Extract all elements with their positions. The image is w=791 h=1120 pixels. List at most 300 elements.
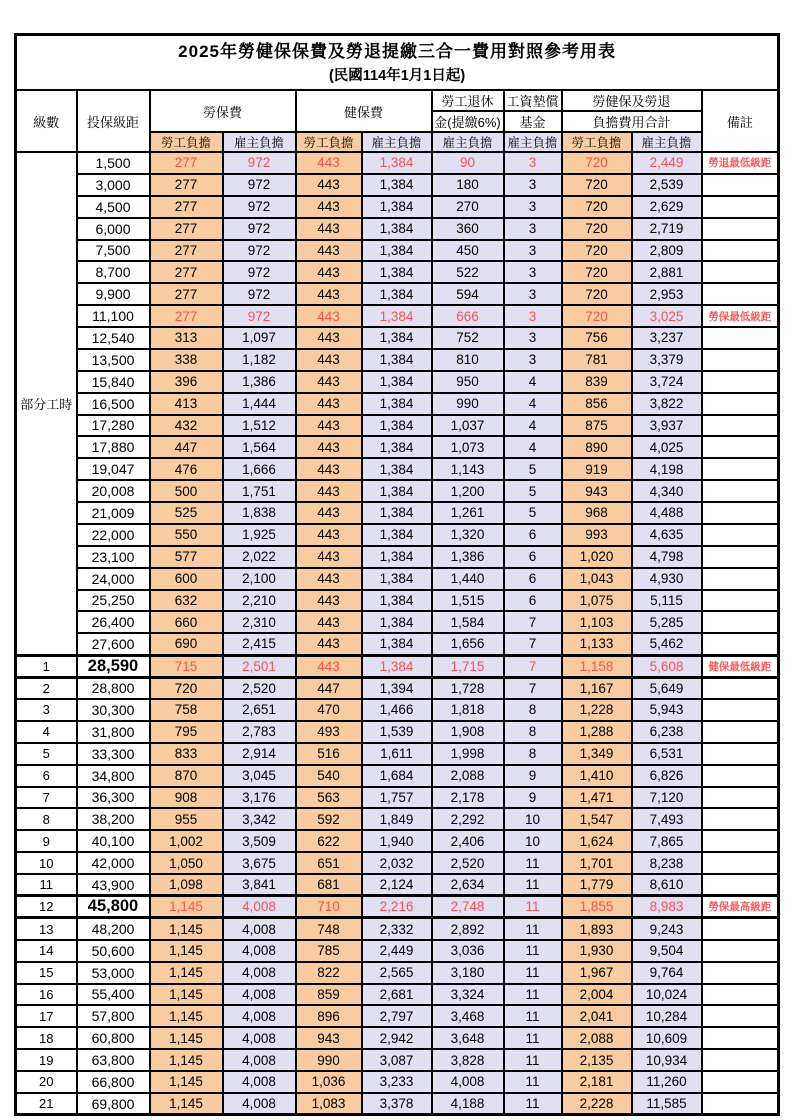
bracket-cell: 8,700: [77, 261, 150, 283]
labor-fee-employer-cell: 972: [223, 196, 296, 218]
note-cell: [702, 984, 779, 1006]
wage-fund-employer-cell: 8: [504, 721, 562, 743]
total-employer-cell: 2,809: [632, 240, 702, 262]
wage-fund-employer-cell: 3: [504, 152, 562, 174]
table-row: [16, 1027, 779, 1049]
health-fee-employee-cell: 443: [296, 305, 362, 327]
health-fee-employee-cell: 681: [296, 874, 362, 896]
labor-fee-employee-cell: 277: [150, 283, 223, 305]
total-employer-cell: 2,881: [632, 261, 702, 283]
total-employee-cell: 1,288: [562, 721, 632, 743]
subheader-health-employer: 雇主負擔: [362, 132, 432, 152]
note-cell: [702, 218, 779, 240]
wage-fund-employer-cell: 5: [504, 458, 562, 480]
labor-fee-employee-cell: 277: [150, 218, 223, 240]
bracket-cell: 20,008: [77, 480, 150, 502]
pension-employer-cell: 3,468: [432, 1005, 504, 1027]
bracket-cell: 16,500: [77, 393, 150, 415]
health-fee-employee-cell: 443: [296, 393, 362, 415]
pension-employer-cell: 90: [432, 152, 504, 174]
labor-fee-employee-cell: 432: [150, 415, 223, 437]
labor-fee-employer-cell: 4,008: [223, 940, 296, 962]
labor-fee-employer-cell: 4,008: [223, 1027, 296, 1049]
total-employee-cell: 1,471: [562, 787, 632, 809]
wage-fund-employer-cell: 3: [504, 349, 562, 371]
total-employer-cell: 5,943: [632, 699, 702, 721]
total-employer-cell: 3,724: [632, 371, 702, 393]
wage-fund-employer-cell: 10: [504, 808, 562, 830]
wage-fund-employer-cell: 11: [504, 896, 562, 918]
health-fee-employee-cell: 592: [296, 808, 362, 830]
total-employee-cell: 1,167: [562, 677, 632, 699]
wage-fund-employer-cell: 8: [504, 743, 562, 765]
subheader-fund-employer: 雇主負擔: [504, 132, 562, 152]
wage-fund-employer-cell: 11: [504, 1071, 562, 1093]
bracket-cell: 12,540: [77, 327, 150, 349]
table-row: [16, 1071, 779, 1093]
labor-fee-employer-cell: 1,925: [223, 524, 296, 546]
wage-fund-employer-cell: 4: [504, 393, 562, 415]
pension-employer-cell: 1,998: [432, 743, 504, 765]
health-fee-employer-cell: 1,384: [362, 502, 432, 524]
health-fee-employee-cell: 470: [296, 699, 362, 721]
total-employer-cell: 9,504: [632, 940, 702, 962]
total-employer-cell: 3,937: [632, 415, 702, 437]
wage-fund-employer-cell: 11: [504, 1027, 562, 1049]
header-note: 備註: [702, 90, 779, 152]
total-employee-cell: 2,228: [562, 1093, 632, 1115]
header-bracket: 投保級距: [77, 90, 150, 152]
labor-fee-employer-cell: 1,751: [223, 480, 296, 502]
bracket-cell: 4,500: [77, 196, 150, 218]
page-title: 2025年勞健保保費及勞退提繳三合一費用對照參考用表: [178, 42, 616, 61]
labor-fee-employee-cell: 476: [150, 458, 223, 480]
health-fee-employee-cell: 443: [296, 546, 362, 568]
health-fee-employer-cell: 1,384: [362, 305, 432, 327]
health-fee-employee-cell: 443: [296, 327, 362, 349]
pension-employer-cell: 4,188: [432, 1093, 504, 1115]
health-fee-employee-cell: 443: [296, 458, 362, 480]
total-employer-cell: 4,930: [632, 568, 702, 590]
health-fee-employer-cell: 1,384: [362, 327, 432, 349]
bracket-cell: 6,000: [77, 218, 150, 240]
pension-employer-cell: 2,634: [432, 874, 504, 896]
total-employee-cell: 1,410: [562, 765, 632, 787]
labor-fee-employer-cell: 4,008: [223, 962, 296, 984]
table-row: [16, 787, 779, 809]
labor-fee-employee-cell: 277: [150, 261, 223, 283]
total-employer-cell: 4,635: [632, 524, 702, 546]
total-employee-cell: 2,004: [562, 984, 632, 1006]
subheader-pension-employer: 雇主負擔: [432, 132, 504, 152]
note-cell: [702, 940, 779, 962]
health-fee-employee-cell: 443: [296, 436, 362, 458]
pension-employer-cell: 1,261: [432, 502, 504, 524]
labor-fee-employer-cell: 3,841: [223, 874, 296, 896]
total-employee-cell: 720: [562, 174, 632, 196]
labor-fee-employer-cell: 2,100: [223, 568, 296, 590]
wage-fund-employer-cell: 7: [504, 655, 562, 677]
table-row: [16, 677, 779, 699]
labor-fee-employee-cell: 955: [150, 808, 223, 830]
labor-fee-employee-cell: 715: [150, 655, 223, 677]
labor-fee-employee-cell: 313: [150, 327, 223, 349]
health-fee-employee-cell: 493: [296, 721, 362, 743]
labor-fee-employer-cell: 2,022: [223, 546, 296, 568]
bracket-cell: 24,000: [77, 568, 150, 590]
wage-fund-employer-cell: 9: [504, 787, 562, 809]
labor-fee-employer-cell: 972: [223, 305, 296, 327]
wage-fund-employer-cell: 11: [504, 984, 562, 1006]
level-cell: 2: [16, 677, 77, 699]
pension-employer-cell: 2,088: [432, 765, 504, 787]
labor-fee-employee-cell: 1,145: [150, 1005, 223, 1027]
pension-employer-cell: 3,036: [432, 940, 504, 962]
health-fee-employer-cell: 1,384: [362, 283, 432, 305]
note-cell: 勞保最高級距: [702, 896, 779, 918]
labor-fee-employer-cell: 3,176: [223, 787, 296, 809]
labor-fee-employer-cell: 4,008: [223, 1049, 296, 1071]
labor-fee-employee-cell: 833: [150, 743, 223, 765]
total-employee-cell: 1,893: [562, 918, 632, 940]
wage-fund-employer-cell: 5: [504, 502, 562, 524]
total-employer-cell: 10,024: [632, 984, 702, 1006]
table-row: [16, 808, 779, 830]
pension-employer-cell: 950: [432, 371, 504, 393]
pension-employer-cell: 594: [432, 283, 504, 305]
health-fee-employee-cell: 443: [296, 218, 362, 240]
note-cell: [702, 874, 779, 896]
table-row: [16, 699, 779, 721]
table-row: [16, 611, 779, 633]
bracket-cell: 43,900: [77, 874, 150, 896]
health-fee-employee-cell: 443: [296, 371, 362, 393]
health-fee-employee-cell: 443: [296, 349, 362, 371]
labor-fee-employer-cell: 972: [223, 152, 296, 174]
pension-employer-cell: 4,008: [432, 1071, 504, 1093]
bracket-cell: 25,250: [77, 590, 150, 612]
labor-fee-employee-cell: 277: [150, 196, 223, 218]
health-fee-employee-cell: 443: [296, 261, 362, 283]
pension-employer-cell: 1,656: [432, 633, 504, 655]
table-row: [16, 568, 779, 590]
health-fee-employer-cell: 2,332: [362, 918, 432, 940]
health-fee-employer-cell: 1,384: [362, 371, 432, 393]
labor-fee-employee-cell: 600: [150, 568, 223, 590]
table-row: [16, 655, 779, 677]
table-row: [16, 896, 779, 918]
total-employer-cell: 2,953: [632, 283, 702, 305]
note-cell: [702, 743, 779, 765]
table-row: [16, 174, 779, 196]
level-cell: 16: [16, 984, 77, 1006]
health-fee-employer-cell: 1,684: [362, 765, 432, 787]
wage-fund-employer-cell: 11: [504, 874, 562, 896]
total-employee-cell: 1,624: [562, 830, 632, 852]
note-cell: [702, 480, 779, 502]
note-cell: 勞退最低級距: [702, 152, 779, 174]
wage-fund-employer-cell: 3: [504, 218, 562, 240]
labor-fee-employer-cell: 2,210: [223, 590, 296, 612]
bracket-cell: 3,000: [77, 174, 150, 196]
note-cell: [702, 721, 779, 743]
bracket-cell: 17,880: [77, 436, 150, 458]
pension-employer-cell: 2,520: [432, 852, 504, 874]
labor-fee-employee-cell: 277: [150, 305, 223, 327]
labor-fee-employee-cell: 1,050: [150, 852, 223, 874]
total-employer-cell: 5,462: [632, 633, 702, 655]
pension-employer-cell: 810: [432, 349, 504, 371]
pension-employer-cell: 1,715: [432, 655, 504, 677]
wage-fund-employer-cell: 11: [504, 1005, 562, 1027]
bracket-cell: 45,800: [77, 896, 150, 918]
wage-fund-employer-cell: 6: [504, 524, 562, 546]
wage-fund-employer-cell: 11: [504, 1049, 562, 1071]
health-fee-employer-cell: 2,797: [362, 1005, 432, 1027]
wage-fund-employer-cell: 7: [504, 611, 562, 633]
level-cell: 17: [16, 1005, 77, 1027]
health-fee-employer-cell: 1,384: [362, 480, 432, 502]
total-employee-cell: 2,135: [562, 1049, 632, 1071]
labor-fee-employee-cell: 277: [150, 152, 223, 174]
level-cell: 4: [16, 721, 77, 743]
bracket-cell: 7,500: [77, 240, 150, 262]
table-row: [16, 196, 779, 218]
note-cell: [702, 502, 779, 524]
wage-fund-employer-cell: 4: [504, 371, 562, 393]
health-fee-employer-cell: 2,032: [362, 852, 432, 874]
table-row: [16, 305, 779, 327]
total-employee-cell: 1,043: [562, 568, 632, 590]
health-fee-employer-cell: 1,384: [362, 590, 432, 612]
health-fee-employee-cell: 443: [296, 590, 362, 612]
table-row: [16, 393, 779, 415]
table-row: [16, 524, 779, 546]
health-fee-employer-cell: 1,384: [362, 261, 432, 283]
health-fee-employer-cell: 1,384: [362, 611, 432, 633]
labor-fee-employer-cell: 2,651: [223, 699, 296, 721]
labor-fee-employee-cell: 525: [150, 502, 223, 524]
health-fee-employee-cell: 443: [296, 152, 362, 174]
header-pension-top: 勞工退休: [432, 90, 504, 111]
labor-fee-employer-cell: 3,045: [223, 765, 296, 787]
table-row: [16, 962, 779, 984]
labor-fee-employee-cell: 758: [150, 699, 223, 721]
title-row: [16, 35, 779, 91]
labor-fee-employer-cell: 972: [223, 174, 296, 196]
health-fee-employee-cell: 443: [296, 240, 362, 262]
total-employer-cell: 9,764: [632, 962, 702, 984]
health-fee-employee-cell: 443: [296, 655, 362, 677]
wage-fund-employer-cell: 4: [504, 436, 562, 458]
bracket-cell: 28,590: [77, 655, 150, 677]
total-employer-cell: 5,608: [632, 655, 702, 677]
total-employer-cell: 8,610: [632, 874, 702, 896]
note-cell: [702, 962, 779, 984]
pension-employer-cell: 1,440: [432, 568, 504, 590]
labor-fee-employer-cell: 2,415: [223, 633, 296, 655]
health-fee-employer-cell: 1,611: [362, 743, 432, 765]
table-row: [16, 152, 779, 174]
health-fee-employer-cell: 1,940: [362, 830, 432, 852]
health-fee-employee-cell: 943: [296, 1027, 362, 1049]
table-row: [16, 940, 779, 962]
table-row: [16, 590, 779, 612]
health-fee-employee-cell: 990: [296, 1049, 362, 1071]
health-fee-employee-cell: 563: [296, 787, 362, 809]
total-employee-cell: 1,228: [562, 699, 632, 721]
wage-fund-employer-cell: 11: [504, 940, 562, 962]
bracket-cell: 31,800: [77, 721, 150, 743]
header-wage-fund-top: 工資墊償: [504, 90, 562, 111]
labor-fee-employer-cell: 4,008: [223, 918, 296, 940]
health-fee-employee-cell: 443: [296, 611, 362, 633]
table-row: [16, 765, 779, 787]
labor-fee-employer-cell: 3,509: [223, 830, 296, 852]
note-cell: [702, 1071, 779, 1093]
total-employee-cell: 968: [562, 502, 632, 524]
wage-fund-employer-cell: 3: [504, 305, 562, 327]
labor-fee-employee-cell: 396: [150, 371, 223, 393]
note-cell: [702, 918, 779, 940]
health-fee-employer-cell: 1,384: [362, 458, 432, 480]
header-level: 級數: [16, 90, 77, 152]
table-row: [16, 261, 779, 283]
total-employer-cell: 3,025: [632, 305, 702, 327]
labor-fee-employer-cell: 972: [223, 218, 296, 240]
health-fee-employee-cell: 447: [296, 677, 362, 699]
total-employer-cell: 2,719: [632, 218, 702, 240]
table-row: [16, 480, 779, 502]
bracket-cell: 63,800: [77, 1049, 150, 1071]
header-pension-bottom: 金(提繳6%): [432, 111, 504, 132]
total-employee-cell: 2,088: [562, 1027, 632, 1049]
subheader-labor-employee: 勞工負擔: [150, 132, 223, 152]
pension-employer-cell: 1,908: [432, 721, 504, 743]
level-cell: 10: [16, 852, 77, 874]
note-cell: [702, 633, 779, 655]
table-row: [16, 283, 779, 305]
health-fee-employer-cell: 1,384: [362, 349, 432, 371]
total-employee-cell: 919: [562, 458, 632, 480]
total-employer-cell: 7,493: [632, 808, 702, 830]
health-fee-employer-cell: 1,757: [362, 787, 432, 809]
total-employer-cell: 3,237: [632, 327, 702, 349]
total-employer-cell: 6,826: [632, 765, 702, 787]
level-cell: 13: [16, 918, 77, 940]
health-fee-employer-cell: 1,384: [362, 240, 432, 262]
total-employer-cell: 4,340: [632, 480, 702, 502]
labor-fee-employer-cell: 2,783: [223, 721, 296, 743]
note-cell: [702, 787, 779, 809]
table-row: [16, 415, 779, 437]
total-employer-cell: 5,285: [632, 611, 702, 633]
health-fee-employer-cell: 1,384: [362, 196, 432, 218]
wage-fund-employer-cell: 3: [504, 261, 562, 283]
health-fee-employee-cell: 1,083: [296, 1093, 362, 1115]
total-employer-cell: 9,243: [632, 918, 702, 940]
total-employer-cell: 4,488: [632, 502, 702, 524]
pension-employer-cell: 1,320: [432, 524, 504, 546]
health-fee-employee-cell: 748: [296, 918, 362, 940]
bracket-cell: 57,800: [77, 1005, 150, 1027]
labor-fee-employer-cell: 4,008: [223, 1093, 296, 1115]
table-row: [16, 458, 779, 480]
note-cell: [702, 1093, 779, 1115]
labor-fee-employee-cell: 500: [150, 480, 223, 502]
total-employer-cell: 3,822: [632, 393, 702, 415]
note-cell: [702, 283, 779, 305]
health-fee-employer-cell: 2,124: [362, 874, 432, 896]
health-fee-employer-cell: 1,384: [362, 568, 432, 590]
note-cell: [702, 524, 779, 546]
labor-fee-employer-cell: 1,097: [223, 327, 296, 349]
header-labor-insurance: 勞保費: [150, 90, 296, 132]
pension-employer-cell: 360: [432, 218, 504, 240]
level-cell: 5: [16, 743, 77, 765]
bracket-cell: 23,100: [77, 546, 150, 568]
pension-employer-cell: 1,037: [432, 415, 504, 437]
table-row: [16, 852, 779, 874]
labor-fee-employee-cell: 720: [150, 677, 223, 699]
level-cell: 1: [16, 655, 77, 677]
labor-fee-employee-cell: 1,145: [150, 962, 223, 984]
labor-fee-employer-cell: 1,564: [223, 436, 296, 458]
bracket-cell: 40,100: [77, 830, 150, 852]
pension-employer-cell: 1,818: [432, 699, 504, 721]
wage-fund-employer-cell: 3: [504, 283, 562, 305]
level-group-part-time: 部分工時: [16, 152, 77, 655]
bracket-cell: 48,200: [77, 918, 150, 940]
total-employee-cell: 856: [562, 393, 632, 415]
pension-employer-cell: 2,406: [432, 830, 504, 852]
total-employee-cell: 720: [562, 283, 632, 305]
bracket-cell: 1,500: [77, 152, 150, 174]
bracket-cell: 21,009: [77, 502, 150, 524]
note-cell: [702, 349, 779, 371]
bracket-cell: 36,300: [77, 787, 150, 809]
note-cell: [702, 196, 779, 218]
total-employer-cell: 10,284: [632, 1005, 702, 1027]
total-employee-cell: 1,779: [562, 874, 632, 896]
health-fee-employer-cell: 1,384: [362, 393, 432, 415]
total-employee-cell: 839: [562, 371, 632, 393]
bracket-cell: 13,500: [77, 349, 150, 371]
total-employer-cell: 7,120: [632, 787, 702, 809]
bracket-cell: 34,800: [77, 765, 150, 787]
level-cell: 11: [16, 874, 77, 896]
health-fee-employee-cell: 443: [296, 415, 362, 437]
total-employer-cell: 8,238: [632, 852, 702, 874]
health-fee-employee-cell: 443: [296, 196, 362, 218]
total-employer-cell: 4,025: [632, 436, 702, 458]
table-row: [16, 218, 779, 240]
health-fee-employer-cell: 1,539: [362, 721, 432, 743]
note-cell: 勞保最低級距: [702, 305, 779, 327]
wage-fund-employer-cell: 6: [504, 568, 562, 590]
health-fee-employee-cell: 1,036: [296, 1071, 362, 1093]
note-cell: [702, 699, 779, 721]
pension-employer-cell: 1,584: [432, 611, 504, 633]
wage-fund-employer-cell: 9: [504, 765, 562, 787]
health-fee-employer-cell: 3,233: [362, 1071, 432, 1093]
labor-fee-employee-cell: 1,145: [150, 1093, 223, 1115]
header-total-bottom: 負擔費用合計: [562, 111, 702, 132]
health-fee-employer-cell: 1,384: [362, 415, 432, 437]
bracket-cell: 33,300: [77, 743, 150, 765]
subheader-total-employee: 勞工負擔: [562, 132, 632, 152]
total-employer-cell: 2,449: [632, 152, 702, 174]
